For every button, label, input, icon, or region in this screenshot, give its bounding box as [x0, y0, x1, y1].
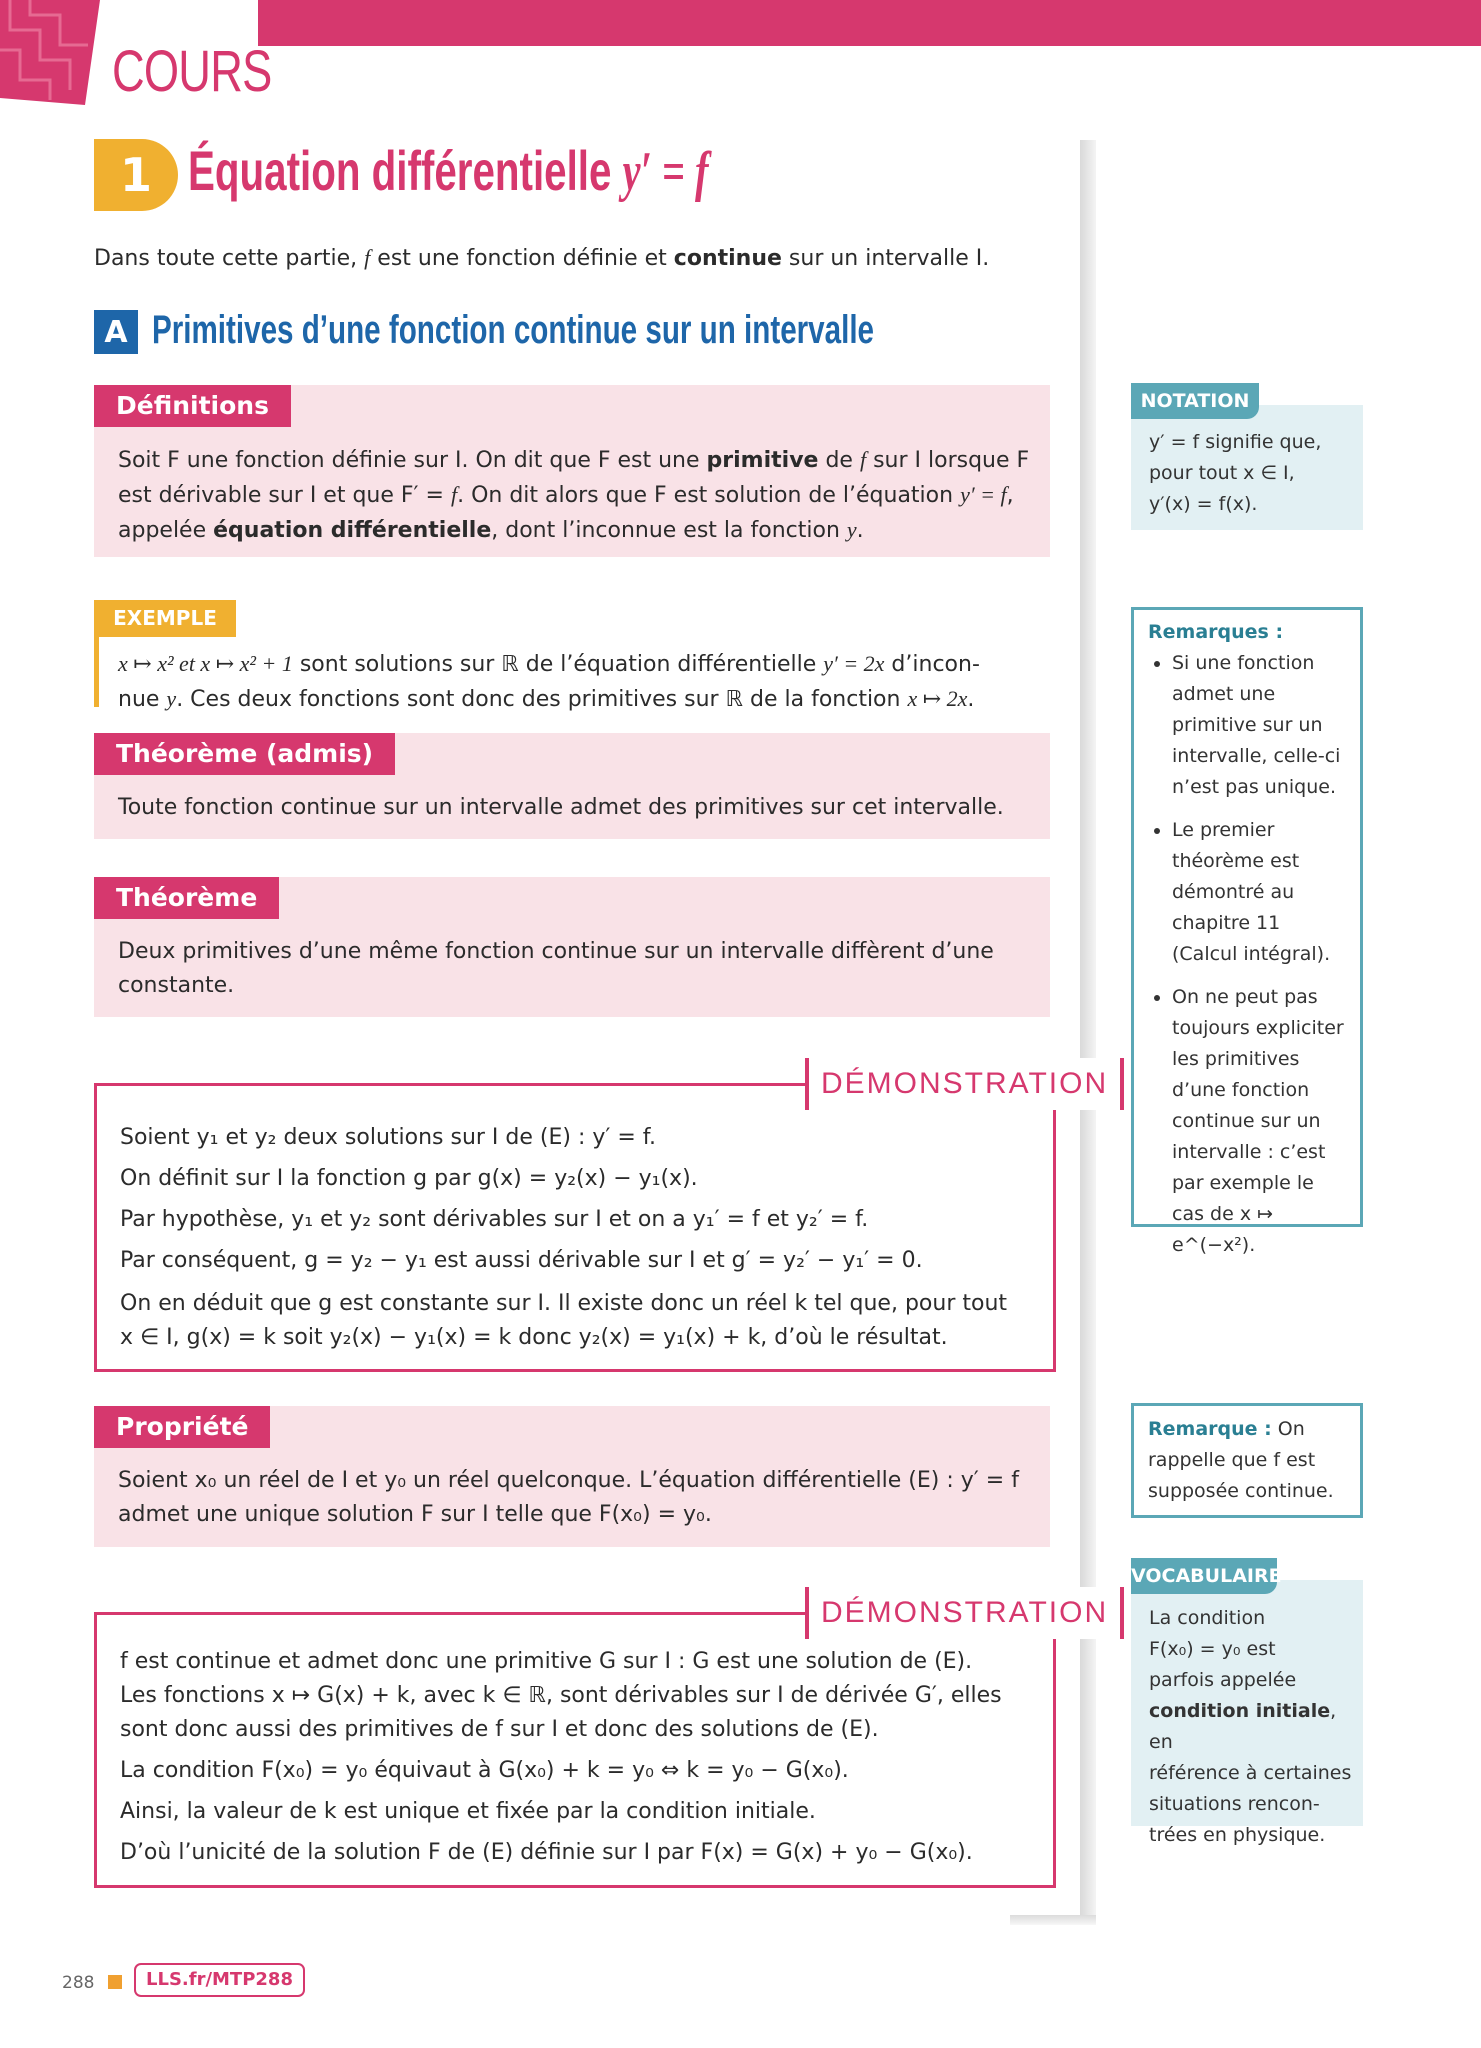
def-l1c: sur I lorsque F [866, 448, 1030, 473]
intro-b: est une fonction définie et [370, 246, 674, 271]
def-line-2 [118, 478, 1038, 513]
demo1-line-1: Soient y₁ et y₂ deux solutions sur I de (E) : y′ = f. [120, 1125, 656, 1150]
definitions-tag: Définitions [94, 385, 291, 427]
propriete-text [118, 1464, 1048, 1532]
demo2-line-1: f est continue et admet donc une primitive G sur I : G est une solution de (E). [120, 1649, 973, 1674]
vocab-line-4 [1149, 1696, 1359, 1758]
def-l1b: de [818, 448, 860, 473]
def-l2eq: y′ = f [960, 482, 1007, 507]
def-l2f: f [450, 482, 458, 507]
notation-line-1: y′ = f signifie que, [1149, 431, 1322, 453]
demo1-line-2: On définit sur I la fonction g par g(x) = y₂(x) − y₁(x). [120, 1166, 698, 1191]
top-banner [258, 0, 1481, 46]
remarques-content [1148, 617, 1348, 1273]
notation-line-2: pour tout x ∈ I, [1149, 462, 1295, 484]
section-title [188, 138, 708, 204]
remarques-list [1148, 648, 1348, 1261]
def-line-1 [118, 443, 1038, 478]
remarque-2-text [1148, 1414, 1348, 1507]
remarques-title: Remarques : [1148, 621, 1284, 643]
vocab-line-5: référence à certaines [1149, 1762, 1352, 1784]
footer-link[interactable]: LLS.fr/MTP288 [134, 1963, 305, 1997]
def-line-3 [118, 513, 1038, 548]
demo1-line-3: Par hypothèse, y₁ et y₂ sont dérivables sur I et on a y₁′ = f et y₂′ = f. [120, 1207, 869, 1232]
demo2-line-2: Les fonctions x ↦ G(x) + k, avec k ∈ ℝ, sont dérivables sur I de dérivée G′, elles [120, 1683, 1002, 1708]
demonstration-2-tag: DÉMONSTRATION [805, 1587, 1124, 1639]
subsection-title: Primitives d’une fonction continue sur un intervalle [152, 308, 875, 352]
propriete-line-2: admet une unique solution F sur I telle que F(x₀) = y₀. [118, 1502, 712, 1527]
def-l3bold: équation différentielle [213, 518, 492, 543]
intro-bold: continue [673, 246, 782, 271]
ex-l2fn: x ↦ 2x [907, 686, 968, 711]
theoreme-admis-text: Toute fonction continue sur un intervalle admet des primitives sur cet intervalle. [118, 795, 1004, 820]
ex-l1eq: y′ = 2x [823, 651, 885, 676]
intro-a: Dans toute cette partie, [94, 246, 365, 271]
def-l1f: f [859, 447, 867, 472]
notation-text [1149, 427, 1359, 520]
def-l2c: , [1006, 483, 1014, 508]
vocab-line-2: F(x₀) = y₀ est [1149, 1638, 1276, 1660]
remarque-item-1: • Si une fonction admet une primitive sur un intervalle, celle-ci n’est pas unique. [1172, 648, 1348, 803]
intro-f: f [364, 245, 371, 270]
theoreme-text [118, 935, 1038, 1003]
cours-label: COURS [112, 39, 272, 104]
ex-line-1 [118, 647, 1048, 682]
def-l3y: y [846, 517, 857, 542]
remarque-item-2: • Le premier théorème est démontré au chapitre 11 (Calcul intégral). [1172, 815, 1348, 970]
notation-line-3: y′(x) = f(x). [1149, 493, 1258, 515]
page-shadow-bottom [1010, 1915, 1096, 1925]
ex-l2a: nue [118, 687, 167, 712]
theoreme-line-1: Deux primitives d’une même fonction continue sur un intervalle diffèrent d’une [118, 939, 994, 964]
footer-square-icon [108, 1975, 122, 1989]
remarque-2-body: On rappelle que f est supposée continue. [1148, 1418, 1334, 1502]
vocab-line-7: trées en physique. [1149, 1824, 1326, 1846]
demo1-line-6: x ∈ I, g(x) = k soit y₂(x) − y₁(x) = k donc y₂(x) = y₁(x) + k, d’où le résultat. [120, 1325, 948, 1350]
def-l3c: . [856, 518, 864, 543]
page-number: 288 [62, 1973, 95, 1993]
section-number: 1 [94, 139, 178, 211]
vocabulaire-text [1149, 1603, 1359, 1851]
ex-l2y: y [166, 686, 177, 711]
example-bar [94, 637, 99, 707]
demo2-line-5: Ainsi, la valeur de k est unique et fixée par la condition initiale. [120, 1799, 816, 1824]
demo1-line-4: Par conséquent, g = y₂ − y₁ est aussi dérivable sur I et g′ = y₂′ − y₁′ = 0. [120, 1248, 923, 1273]
corner-pattern-icon [0, 0, 100, 105]
ex-l1c: d’incon- [884, 652, 980, 677]
demonstration-2-text [120, 1645, 1050, 1870]
vocab-d: , en [1149, 1700, 1337, 1753]
def-l1a: Soit F une fonction définie sur I. On dit que F est une [118, 448, 707, 473]
section-title-text: Équation différentielle [188, 139, 623, 202]
example-tag: EXEMPLE [94, 600, 236, 637]
remarque-item-3: • On ne peut pas toujours expliciter les primitives d’une fonction continue sur un intervalle : c’est par exemple le cas de x ↦ e^(−x²). [1172, 982, 1348, 1261]
demo2-line-6: D’où l’unicité de la solution F de (E) définie sur I par F(x) = G(x) + y₀ − G(x₀). [120, 1840, 973, 1865]
def-l3a: appelée [118, 518, 214, 543]
demo2-line-4: La condition F(x₀) = y₀ équivaut à G(x₀) + k = y₀ ⇔ k = y₀ − G(x₀). [120, 1758, 849, 1783]
page-shadow [1080, 140, 1096, 1920]
theoreme-admis-tag: Théorème (admis) [94, 733, 395, 775]
def-l2a: est dérivable sur I et que F′ = [118, 483, 451, 508]
vocab-line-3: parfois appelée [1149, 1669, 1297, 1691]
theoreme-line-2: constante. [118, 973, 235, 998]
ex-l2c: . [967, 687, 975, 712]
theoreme-tag: Théorème [94, 877, 279, 919]
def-l1bold: primitive [706, 448, 819, 473]
demonstration-1-tag: DÉMONSTRATION [805, 1058, 1124, 1110]
ex-l1a: x ↦ x² et x ↦ x² + 1 [118, 651, 293, 676]
demo2-line-3: sont donc aussi des primitives de f sur I et donc des solutions de (E). [120, 1717, 879, 1742]
vocab-bold: condition initiale [1149, 1700, 1331, 1722]
intro-text [94, 245, 989, 271]
subsection-letter: A [94, 310, 138, 354]
remarque-2-title: Remarque : [1148, 1418, 1272, 1440]
vocab-line-1: La condition [1149, 1607, 1266, 1629]
def-l3b: , dont l’inconnue est la fonction [491, 518, 847, 543]
vocab-line-6: situations rencon- [1149, 1793, 1320, 1815]
demo1-line-5: On en déduit que g est constante sur I. Il existe donc un réel k tel que, pour tout [120, 1291, 1008, 1316]
vocabulaire-tag: VOCABULAIRE [1131, 1558, 1277, 1594]
notation-tag: NOTATION [1131, 383, 1259, 419]
section-title-math: y′ = f [622, 141, 709, 203]
example-text [118, 647, 1048, 717]
ex-l2b: . Ces deux fonctions sont donc des primitives sur ℝ de la fonction [176, 687, 908, 712]
propriete-line-1: Soient x₀ un réel de I et y₀ un réel quelconque. L’équation différentielle (E) : y′ = f [118, 1468, 1019, 1493]
ex-line-2 [118, 682, 1048, 717]
ex-l1b: sont solutions sur ℝ de l’équation différentielle [292, 652, 824, 677]
intro-c: sur un intervalle I. [781, 246, 990, 271]
definitions-text [118, 443, 1038, 548]
def-l2b: . On dit alors que F est solution de l’équation [457, 483, 961, 508]
demonstration-1-text [120, 1117, 1040, 1355]
propriete-tag: Propriété [94, 1406, 270, 1448]
